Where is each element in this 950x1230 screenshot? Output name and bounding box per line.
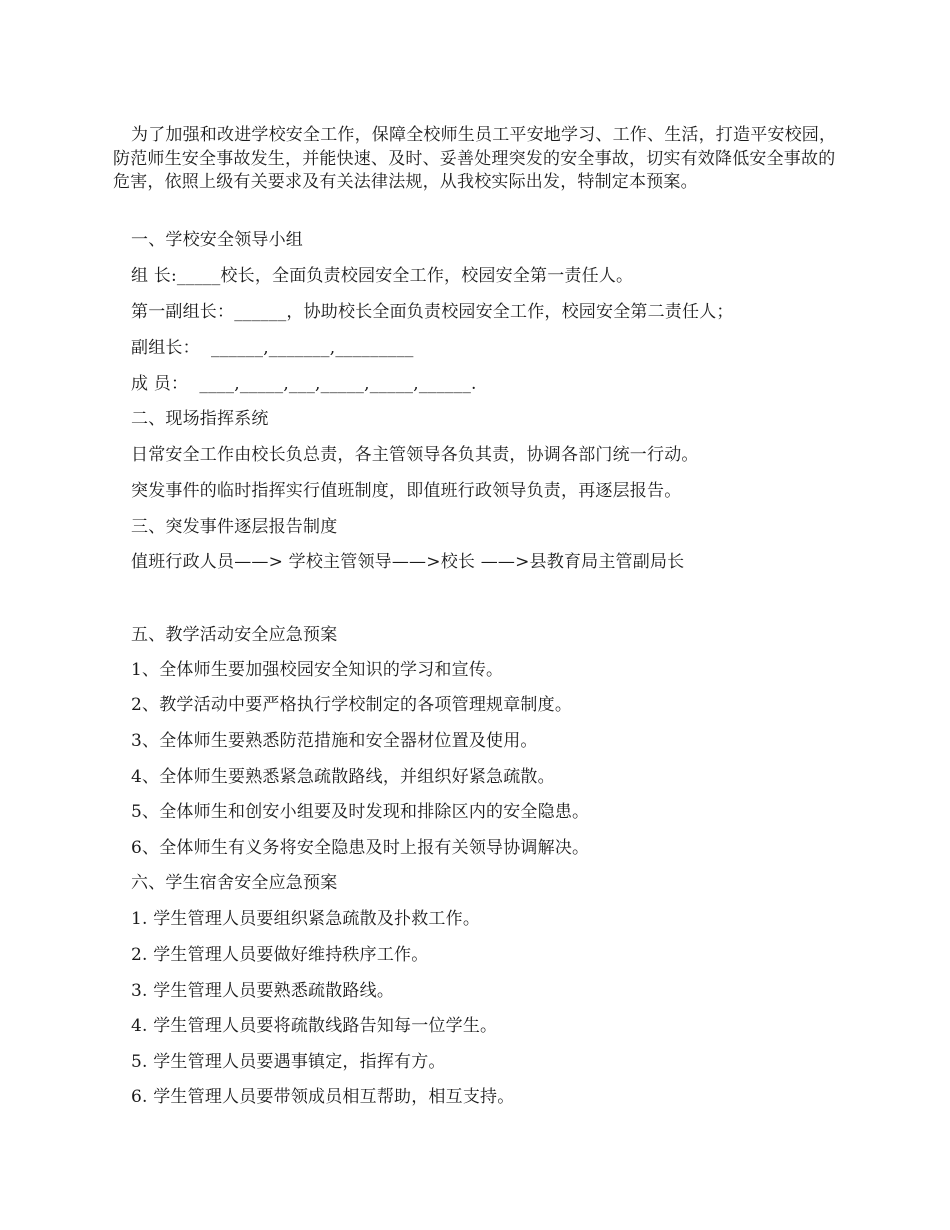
intro-paragraph: 为了加强和改进学校安全工作，保障全校师生员工平安地学习、工作、生活，打造平安校园，防范师生安全事故发生，并能快速、及时、妥善处理突发的安全事故，切实有效降低安全事故的危害，依照上级有关要求及有关法律法规，从我校实际出发，特制定本预案。: [113, 125, 837, 192]
section-heading-dormitory-plan: 六、学生宿舍安全应急预案: [131, 873, 338, 893]
section-heading-command-system: 二、现场指挥系统: [131, 409, 269, 429]
deputies-line: 副组长： ______,_______,_________: [131, 338, 414, 358]
list-item: 2、教学活动中要严格执行学校制定的各项管理规章制度。: [131, 695, 573, 715]
leader-line: 组 长:_____校长，全面负责校园安全工作，校园安全第一责任人。: [131, 266, 634, 286]
section-heading-teaching-plan: 五、教学活动安全应急预案: [131, 625, 338, 645]
first-deputy-line: 第一副组长：______，协助校长全面负责校园安全工作，校园安全第二责任人；: [131, 302, 734, 322]
command-paragraph-2: 突发事件的临时指挥实行值班制度，即值班行政领导负责，再逐层报告。: [131, 481, 682, 501]
list-item: 4. 学生管理人员要将疏散线路告知每一位学生。: [131, 1016, 498, 1036]
list-item: 1. 学生管理人员要组织紧急疏散及扑救工作。: [131, 909, 481, 929]
list-item: 3. 学生管理人员要熟悉疏散路线。: [131, 981, 395, 1001]
list-item: 1、全体师生要加强校园安全知识的学习和宣传。: [131, 660, 504, 680]
list-item: 2. 学生管理人员要做好维持秩序工作。: [131, 945, 429, 965]
command-paragraph-1: 日常安全工作由校长负总责，各主管领导各负其责，协调各部门统一行动。: [131, 445, 699, 465]
list-item: 3、全体师生要熟悉防范措施和安全器材位置及使用。: [131, 731, 538, 751]
list-item: 5、全体师生和创安小组要及时发现和排除区内的安全隐患。: [131, 802, 590, 822]
list-item: 4、全体师生要熟悉紧急疏散路线，并组织好紧急疏散。: [131, 767, 555, 787]
reporting-chain: 值班行政人员——> 学校主管领导——>校长 ——>县教育局主管副局长: [131, 552, 685, 572]
section-heading-reporting-system: 三、突发事件逐层报告制度: [131, 517, 338, 537]
list-item: 5. 学生管理人员要遇事镇定，指挥有方。: [131, 1052, 446, 1072]
members-line: 成 员： ____,_____,___,_____,_____,______.: [131, 374, 477, 394]
list-item: 6、全体师生有义务将安全隐患及时上报有关领导协调解决。: [131, 838, 590, 858]
section-heading-leadership-group: 一、学校安全领导小组: [131, 230, 303, 250]
list-item: 6. 学生管理人员要带领成员相互帮助，相互支持。: [131, 1087, 515, 1107]
